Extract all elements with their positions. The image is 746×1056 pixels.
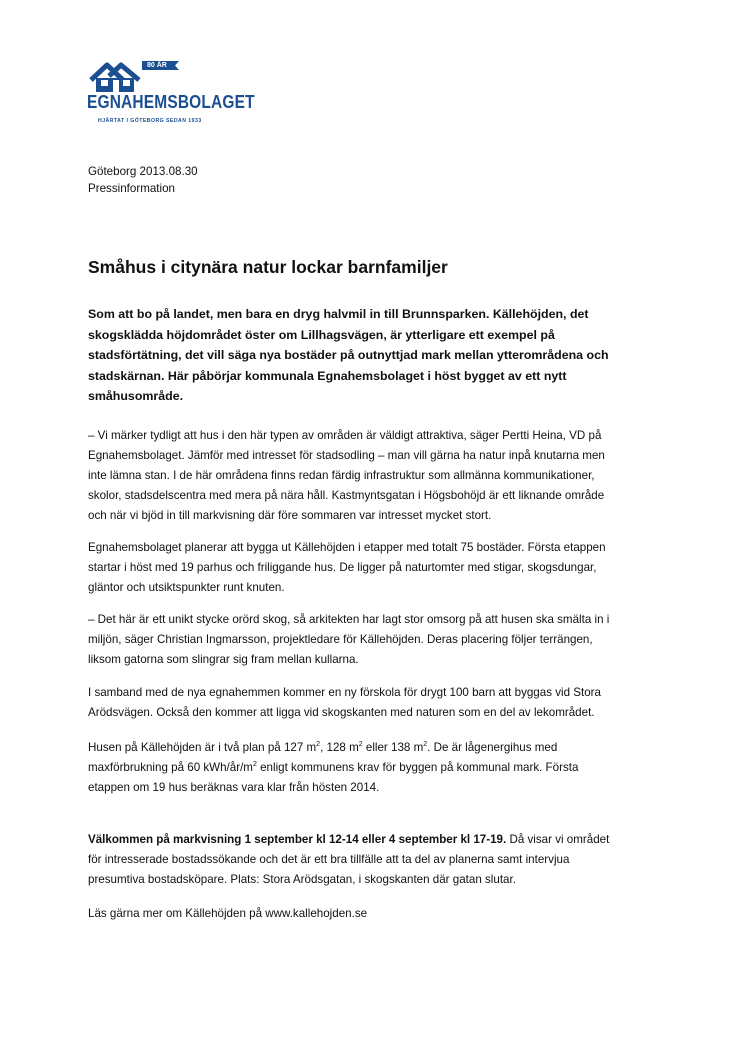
paragraph-read-more <box>88 904 367 924</box>
viewing-dates: Välkommen på markvisning 1 september kl 12-14 eller 4 september kl 17-19. <box>88 833 507 846</box>
logo-tagline: HJÄRTAT I GÖTEBORG SEDAN 1933 <box>98 118 202 124</box>
paragraph-viewing-invite: Välkommen på markvisning 1 september kl 12-14 eller 4 september kl 17-19. Då visar vi området för intresserade bostadssökande och det är ett bra tillfälle att ta del av planerna samt intervjua presumtiva bostadsköpare. Plats: Stora Arödsgatan, i skogskanten där gatan slutar. <box>88 833 610 886</box>
lead-paragraph: Som att bo på landet, men bara en dryg halvmil in till Brunnsparken. Källehöjden, det skogsklädda höjdområdet öster om Lillhagsvägen, är ytterligare ett exempel på stadsförtätning, det vill säga nya bostäder på outnyttjad mark mellan ytterområdena och stadskärnan. Här påbörjar kommunala Egnahemsbolaget i höst bygget av ett nytt småhusområde. <box>88 307 609 404</box>
document-date: Göteborg 2013.08.30 <box>88 165 198 178</box>
paragraph-preschool: I samband med de nya egnahemmen kommer en ny förskola för drygt 100 barn att byggas vid Stora Arödsvägen. Också den kommer att ligga vid skogskanten med naturen som en del av lekområdet. <box>88 686 601 719</box>
paragraph-quote-heina: – Vi märker tydligt att hus i den här typen av områden är väldigt attraktiva, säger Pertti Heina, VD på Egnahemsbolaget. Jämför med intresset för stadsodling – man vill gärna ha natur inpå knutarna men inte lämna stan. I de här områdena finns redan färdig infrastruktur som allmänna kommunikationer, skolor, stadsdelscentra med mera på nära håll. Kastmyntsgatan i Högsbohöjd är ett liknande område och när vi bjöd in till markvisning där före sommaren var intresset mycket stort. <box>88 429 605 522</box>
logo-anniversary: 80 ÅR <box>147 62 167 69</box>
read-more-link-text: Läs gärna mer om Källehöjden på www.kallehojden.se <box>88 907 368 920</box>
paragraph-house-sizes: Husen på Källehöjden är i två plan på 127 $m^2$, 128 $m^2$ eller 138 $m^2$. De är lågenergihus med maxförbrukning på 60 kWh/$år/m^2$ enligt kommunens krav för byggen på kommunal mark. Första etappen om 19 hus beräknas vara klar från hösten 2014. <box>88 741 579 794</box>
paragraph-plans: Egnahemsbolaget planerar att bygga ut Källehöjden i etapper med totalt 75 bostäder. Första etappen startar i höst med 19 parhus och friliggande hus. De ligger på naturtomter med stigar, skogsdungar, gläntor och utsiktspunkter runt knuten. <box>88 541 606 594</box>
page-title: Småhus i citynära natur lockar barnfamiljer <box>88 257 448 277</box>
document-meta <box>88 163 198 197</box>
logo-wordmark: EGNAHEMSBOLAGET <box>87 92 255 112</box>
company-logo <box>87 58 255 128</box>
document-type: Pressinformation <box>88 182 175 195</box>
paragraph-quote-ingmarsson: – Det här är ett unikt stycke orörd skog, så arkitekten har lagt stor omsorg på att husen ska smälta in i miljön, säger Christian Ingmarsson, projektledare för Källehöjden. Deras placering följer terrängen, liksom gatorna som slingrar sig fram mellan kullarna. <box>88 613 610 666</box>
